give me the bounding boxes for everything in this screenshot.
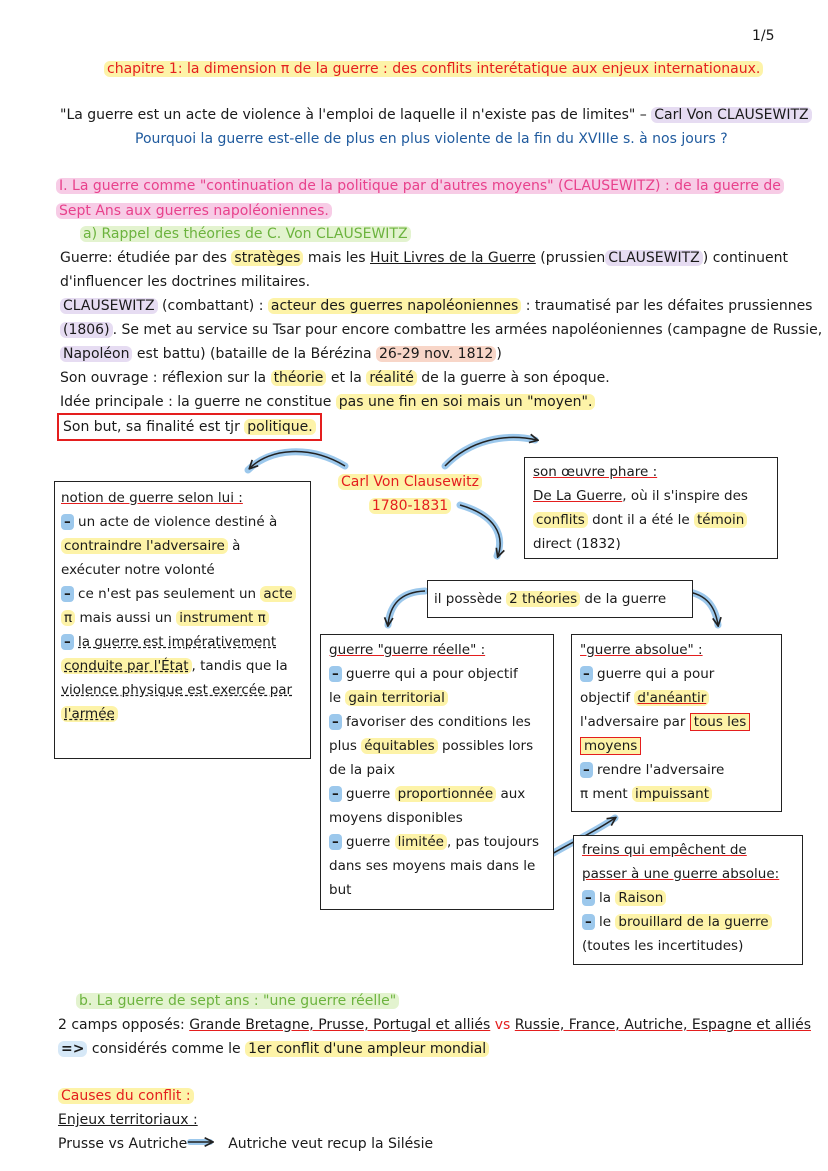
p4-moyen: pas une fin en soi mais un "moyen". bbox=[336, 394, 596, 410]
notion-l5c: instrument π bbox=[176, 610, 268, 626]
p5-politique: politique. bbox=[244, 419, 315, 435]
chapter-title-text: chapitre 1: la dimension π de la guerre : des conflits interétatique aux enjeux internationaux. bbox=[104, 61, 763, 77]
reelle-l6b: proportionnée bbox=[395, 786, 497, 802]
reelle-l10: but bbox=[329, 882, 352, 898]
camps-line bbox=[58, 1013, 811, 1037]
notion-l8: violence physique est exercée par bbox=[61, 682, 293, 698]
quote-author: Carl Von CLAUSEWITZ bbox=[651, 107, 811, 123]
camps-a: 2 camps opposés: bbox=[58, 1017, 185, 1033]
p3-realite: réalité bbox=[366, 370, 417, 386]
absolue-l2b: d'anéantir bbox=[634, 690, 709, 706]
oeuvre-title: son œuvre phare : bbox=[533, 464, 658, 480]
part1-title-line2: Sept Ans aux guerres napoléoniennes. bbox=[56, 203, 332, 219]
reelle-l6c: aux bbox=[500, 786, 526, 802]
oeuvre-l2a: conflits bbox=[533, 512, 588, 528]
freins-title1: freins qui empêchent de bbox=[582, 842, 747, 858]
notion-l5b: mais aussi un bbox=[79, 610, 172, 626]
reelle-l2b: gain territorial bbox=[345, 690, 448, 706]
notion-l3: exécuter notre volonté bbox=[61, 562, 215, 578]
reelle-l4c: possibles lors bbox=[441, 738, 534, 754]
reelle-l2a: le bbox=[329, 690, 342, 706]
notion-box bbox=[54, 481, 311, 759]
p2-h: est battu) (bataille de la Bérézina bbox=[136, 346, 372, 362]
enjeux-title: Enjeux territoriaux : bbox=[58, 1112, 198, 1128]
oeuvre-box bbox=[524, 457, 778, 559]
reelle-title: guerre "guerre réelle" : bbox=[329, 642, 486, 658]
implies-arrow-icon: => bbox=[58, 1041, 87, 1057]
p3-c: et la bbox=[330, 370, 362, 386]
quote-text: "La guerre est un acte de violence à l'emploi de laquelle il n'existe pas de limites" – bbox=[60, 107, 647, 123]
absolue-l3b: tous les bbox=[690, 713, 751, 731]
notion-l9: l'armée bbox=[61, 706, 118, 722]
oeuvre-l3: direct (1832) bbox=[533, 536, 621, 552]
p2-date: 26-29 nov. 1812 bbox=[376, 346, 496, 362]
absolue-l3a: l'adversaire par bbox=[580, 714, 686, 730]
absolue-l2a: objectif bbox=[580, 690, 631, 706]
p3-a: Son ouvrage : réflexion sur la bbox=[60, 370, 267, 386]
conflit-mondial-line bbox=[58, 1037, 489, 1061]
notion-l6: la guerre est impérativement bbox=[78, 634, 277, 650]
causes-text: Causes du conflit : bbox=[58, 1088, 194, 1104]
notion-l7b: , tandis que la bbox=[191, 658, 288, 674]
reelle-l7: moyens disponibles bbox=[329, 810, 463, 826]
absolue-l6a: π ment bbox=[580, 786, 628, 802]
freins-title2: passer à une guerre absolue: bbox=[582, 866, 780, 882]
p5-a: Son but, sa finalité est tjr bbox=[63, 419, 240, 435]
theories-b: 2 théories bbox=[506, 591, 580, 607]
p2-napoleon: Napoléon bbox=[60, 346, 132, 362]
p2-acteur: acteur des guerres napoléoniennes bbox=[268, 298, 521, 314]
reelle-l5: de la paix bbox=[329, 762, 396, 778]
subsection-b-title bbox=[76, 989, 399, 1013]
freins-l2a: le bbox=[599, 914, 612, 930]
absolue-l6b: impuissant bbox=[632, 786, 712, 802]
conflit-b: considérés comme le bbox=[91, 1041, 241, 1057]
p1-g: ) continuent bbox=[702, 250, 788, 266]
dash-icon: – bbox=[580, 666, 593, 682]
notion-l7a: conduite par l'État bbox=[61, 658, 192, 674]
silesie-b: Autriche veut recup la Silésie bbox=[228, 1136, 434, 1152]
notion-title: notion de guerre selon lui : bbox=[61, 490, 243, 506]
p1-e: (prussien bbox=[540, 250, 606, 266]
reelle-l1: guerre qui a pour objectif bbox=[346, 666, 518, 682]
dash-icon: – bbox=[580, 762, 593, 778]
p2-f: . Se met au service su Tsar pour encore combattre les armées napoléoniennes (campagne de Russie, bbox=[112, 322, 823, 338]
page-number: 1/5 bbox=[752, 28, 775, 44]
subsection-a-text: a) Rappel des théories de C. Von CLAUSEWITZ bbox=[80, 226, 411, 242]
absolue-l5: rendre l'adversaire bbox=[597, 762, 725, 778]
freins-l1b: Raison bbox=[615, 890, 666, 906]
reelle-box bbox=[320, 634, 554, 910]
notion-l4a: ce n'est pas seulement un bbox=[78, 586, 257, 602]
part1-title-line1: I. La guerre comme "continuation de la politique par d'autres moyens" (CLAUSEWITZ) : de la guerre de bbox=[56, 178, 784, 194]
p2-1806: (1806) bbox=[60, 322, 113, 338]
reelle-l3: favoriser des conditions les bbox=[346, 714, 531, 730]
notion-l5a: π bbox=[61, 610, 75, 626]
camps-vs: vs bbox=[494, 1017, 511, 1033]
dash-icon: – bbox=[61, 586, 74, 602]
freins-l3: (toutes les incertitudes) bbox=[582, 938, 744, 954]
p3-theorie: théorie bbox=[271, 370, 327, 386]
theories-c: de la guerre bbox=[584, 591, 667, 607]
p2-b: (combattant) : bbox=[162, 298, 264, 314]
diagram-center bbox=[335, 470, 485, 518]
dash-icon: – bbox=[582, 914, 595, 930]
absolue-box bbox=[571, 634, 782, 812]
p2-d: : traumatisé par les défaites prussiennes bbox=[525, 298, 813, 314]
reelle-l4a: plus bbox=[329, 738, 357, 754]
reelle-l8b: limitée bbox=[395, 834, 447, 850]
camps-b: Grande Bretagne, Prusse, Portugal et alliés bbox=[189, 1017, 491, 1033]
freins-l1a: la bbox=[599, 890, 612, 906]
notion-l4b: acte bbox=[260, 586, 295, 602]
notion-l2b: à bbox=[232, 538, 241, 554]
p2-j: ) bbox=[496, 346, 502, 362]
reelle-l4b: équitables bbox=[361, 738, 437, 754]
theories-box bbox=[427, 580, 693, 618]
dash-icon: – bbox=[61, 514, 74, 530]
absolue-l1: guerre qui a pour bbox=[597, 666, 715, 682]
dash-icon: – bbox=[329, 714, 342, 730]
dash-icon: – bbox=[582, 890, 595, 906]
center-dates: 1780-1831 bbox=[369, 498, 451, 514]
p1-strateges: stratèges bbox=[231, 250, 303, 266]
p1-c: mais les bbox=[307, 250, 366, 266]
arrow-to-oeuvre bbox=[445, 437, 535, 466]
silesie-line bbox=[58, 1132, 433, 1156]
notion-l2a: contraindre l'adversaire bbox=[61, 538, 228, 554]
problematic: Pourquoi la guerre est-elle de plus en plus violente de la fin du XVIIIe s. à nos jours ? bbox=[135, 131, 728, 147]
reelle-l8a: guerre bbox=[346, 834, 391, 850]
dash-icon: – bbox=[329, 786, 342, 802]
dash-icon: – bbox=[329, 834, 342, 850]
p1-huit-livres: Huit Livres de la Guerre bbox=[370, 250, 536, 266]
notion-l1: un acte de violence destiné à bbox=[78, 514, 278, 530]
freins-box bbox=[573, 835, 803, 965]
theories-a: il possède bbox=[434, 591, 502, 607]
absolue-l4: moyens bbox=[580, 737, 641, 755]
reelle-l9: dans ses moyens mais dans le bbox=[329, 858, 536, 874]
oeuvre-l1b: , où il s'inspire des bbox=[622, 488, 748, 504]
p2-clausewitz: CLAUSEWITZ bbox=[60, 298, 158, 314]
reelle-l6a: guerre bbox=[346, 786, 391, 802]
p1-a: Guerre: étudiée par des bbox=[60, 250, 227, 266]
center-name: Carl Von Clausewitz bbox=[338, 474, 482, 490]
reelle-l8c: , pas toujours bbox=[446, 834, 539, 850]
oeuvre-l1a: De La Guerre bbox=[533, 488, 623, 504]
dash-icon: – bbox=[61, 634, 74, 650]
oeuvre-l2b: dont il a été le bbox=[592, 512, 690, 528]
dash-icon: – bbox=[329, 666, 342, 682]
p4-a: Idée principale : la guerre ne constitue bbox=[60, 394, 332, 410]
absolue-title: "guerre absolue" : bbox=[580, 642, 703, 658]
camps-d: Russie, France, Autriche, Espagne et alliés bbox=[514, 1017, 812, 1033]
p1-h: d'influencer les doctrines militaires. bbox=[60, 274, 311, 290]
subsection-b-text: b. La guerre de sept ans : "une guerre réelle" bbox=[76, 993, 399, 1009]
oeuvre-l2c: témoin bbox=[694, 512, 747, 528]
p1-clausewitz: CLAUSEWITZ bbox=[605, 250, 703, 266]
p3-e: de la guerre à son époque. bbox=[421, 370, 610, 386]
arrow-to-notion bbox=[248, 452, 345, 470]
causes-title bbox=[58, 1084, 194, 1108]
conflit-c: 1er conflit d'une ampleur mondial bbox=[245, 1041, 489, 1057]
freins-l2b: brouillard de la guerre bbox=[615, 914, 771, 930]
silesie-a: Prusse vs Autriche bbox=[58, 1136, 188, 1152]
